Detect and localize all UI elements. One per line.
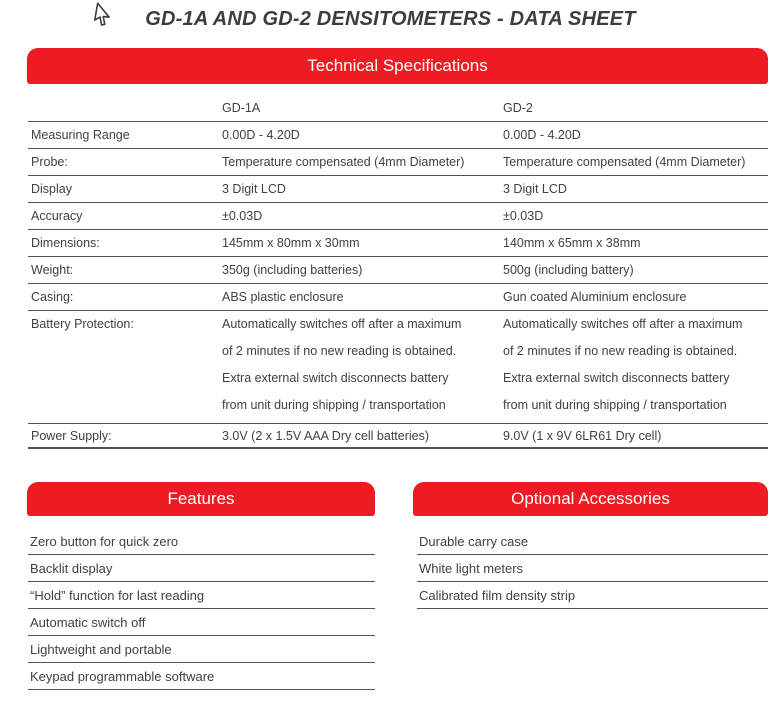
column-header-gd1a: GD-1A bbox=[222, 100, 261, 115]
optional-accessories-banner bbox=[413, 482, 768, 516]
spec-label: Display bbox=[31, 182, 72, 196]
spec-row-weight bbox=[28, 256, 768, 283]
spec-row-casing bbox=[28, 283, 768, 310]
spec-value-gd1a: ±0.03D bbox=[222, 209, 263, 223]
spec-value-gd2: 9.0V (1 x 9V 6LR61 Dry cell) bbox=[503, 428, 662, 443]
spec-value-gd2: 500g (including battery) bbox=[503, 263, 634, 277]
optional-accessories-list bbox=[417, 528, 768, 609]
spec-value-line: of 2 minutes if no new reading is obtained. bbox=[222, 344, 457, 358]
spec-value-gd1a: 3.0V (2 x 1.5V AAA Dry cell batteries) bbox=[222, 428, 430, 443]
spec-value-line: of 2 minutes if no new reading is obtained. bbox=[503, 344, 738, 358]
column-header-gd2: GD-2 bbox=[503, 100, 533, 115]
list-item: Zero button for quick zero bbox=[28, 528, 375, 555]
spec-value-gd2: ±0.03D bbox=[503, 209, 544, 223]
spec-value-gd2 bbox=[503, 311, 768, 419]
optional-accessories-heading: Optional Accessories bbox=[511, 489, 670, 508]
page-title: GD-1A AND GD-2 DENSITOMETERS - DATA SHEET bbox=[145, 8, 636, 30]
spec-value-line: Extra external switch disconnects battery bbox=[222, 371, 449, 385]
spec-value-line: Automatically switches off after a maximum bbox=[503, 317, 743, 331]
spec-label: Probe: bbox=[31, 155, 68, 169]
spec-label: Measuring Range bbox=[31, 128, 130, 142]
spec-value-line: from unit during shipping / transportation bbox=[222, 398, 446, 412]
spec-value-line: Automatically switches off after a maximum bbox=[222, 317, 462, 331]
spec-label: Weight: bbox=[31, 263, 74, 277]
spec-value-gd1a: 0.00D - 4.20D bbox=[222, 128, 300, 142]
spec-label: Accuracy bbox=[31, 209, 83, 223]
list-item: Automatic switch off bbox=[28, 609, 375, 636]
list-item: Keypad programmable software bbox=[28, 663, 375, 690]
spec-label: Dimensions: bbox=[31, 236, 100, 250]
list-item: White light meters bbox=[417, 555, 768, 582]
features-heading: Features bbox=[167, 489, 235, 508]
spec-label: Casing: bbox=[31, 290, 74, 304]
spec-value-gd2: 0.00D - 4.20D bbox=[503, 128, 581, 142]
list-item: Lightweight and portable bbox=[28, 636, 375, 663]
spec-value-gd1a: 3 Digit LCD bbox=[222, 182, 286, 196]
spec-table-header-row bbox=[28, 94, 768, 121]
spec-value-gd2: 3 Digit LCD bbox=[503, 182, 567, 196]
spec-value-line: from unit during shipping / transportation bbox=[503, 398, 727, 412]
spec-label: Battery Protection: bbox=[31, 317, 134, 331]
spec-row-power-supply bbox=[28, 423, 768, 449]
list-item: Backlit display bbox=[28, 555, 375, 582]
technical-specifications-banner bbox=[27, 48, 768, 84]
spec-label: Power Supply: bbox=[31, 428, 112, 443]
spec-row-accuracy bbox=[28, 202, 768, 229]
list-item: “Hold” function for last reading bbox=[28, 582, 375, 609]
features-banner bbox=[27, 482, 375, 516]
spec-value-gd1a: ABS plastic enclosure bbox=[222, 290, 344, 304]
spec-row-display bbox=[28, 175, 768, 202]
spec-value-line: Extra external switch disconnects battery bbox=[503, 371, 730, 385]
list-item: Calibrated film density strip bbox=[417, 582, 768, 609]
spec-value-gd2: Temperature compensated (4mm Diameter) bbox=[503, 155, 746, 169]
spec-row-dimensions bbox=[28, 229, 768, 256]
spec-value-gd1a: Temperature compensated (4mm Diameter) bbox=[222, 155, 465, 169]
spec-table bbox=[28, 94, 768, 449]
spec-row-probe bbox=[28, 148, 768, 175]
spec-value-gd2: Gun coated Aluminium enclosure bbox=[503, 290, 687, 304]
spec-value-gd1a bbox=[222, 311, 503, 419]
spec-value-gd1a: 145mm x 80mm x 30mm bbox=[222, 236, 360, 250]
spec-row-battery-protection bbox=[28, 310, 768, 423]
features-list bbox=[28, 528, 375, 690]
spec-row-measuring-range bbox=[28, 121, 768, 148]
list-item: Durable carry case bbox=[417, 528, 768, 555]
spec-value-gd2: 140mm x 65mm x 38mm bbox=[503, 236, 641, 250]
spec-value-gd1a: 350g (including batteries) bbox=[222, 263, 363, 277]
technical-specifications-heading: Technical Specifications bbox=[307, 56, 488, 75]
